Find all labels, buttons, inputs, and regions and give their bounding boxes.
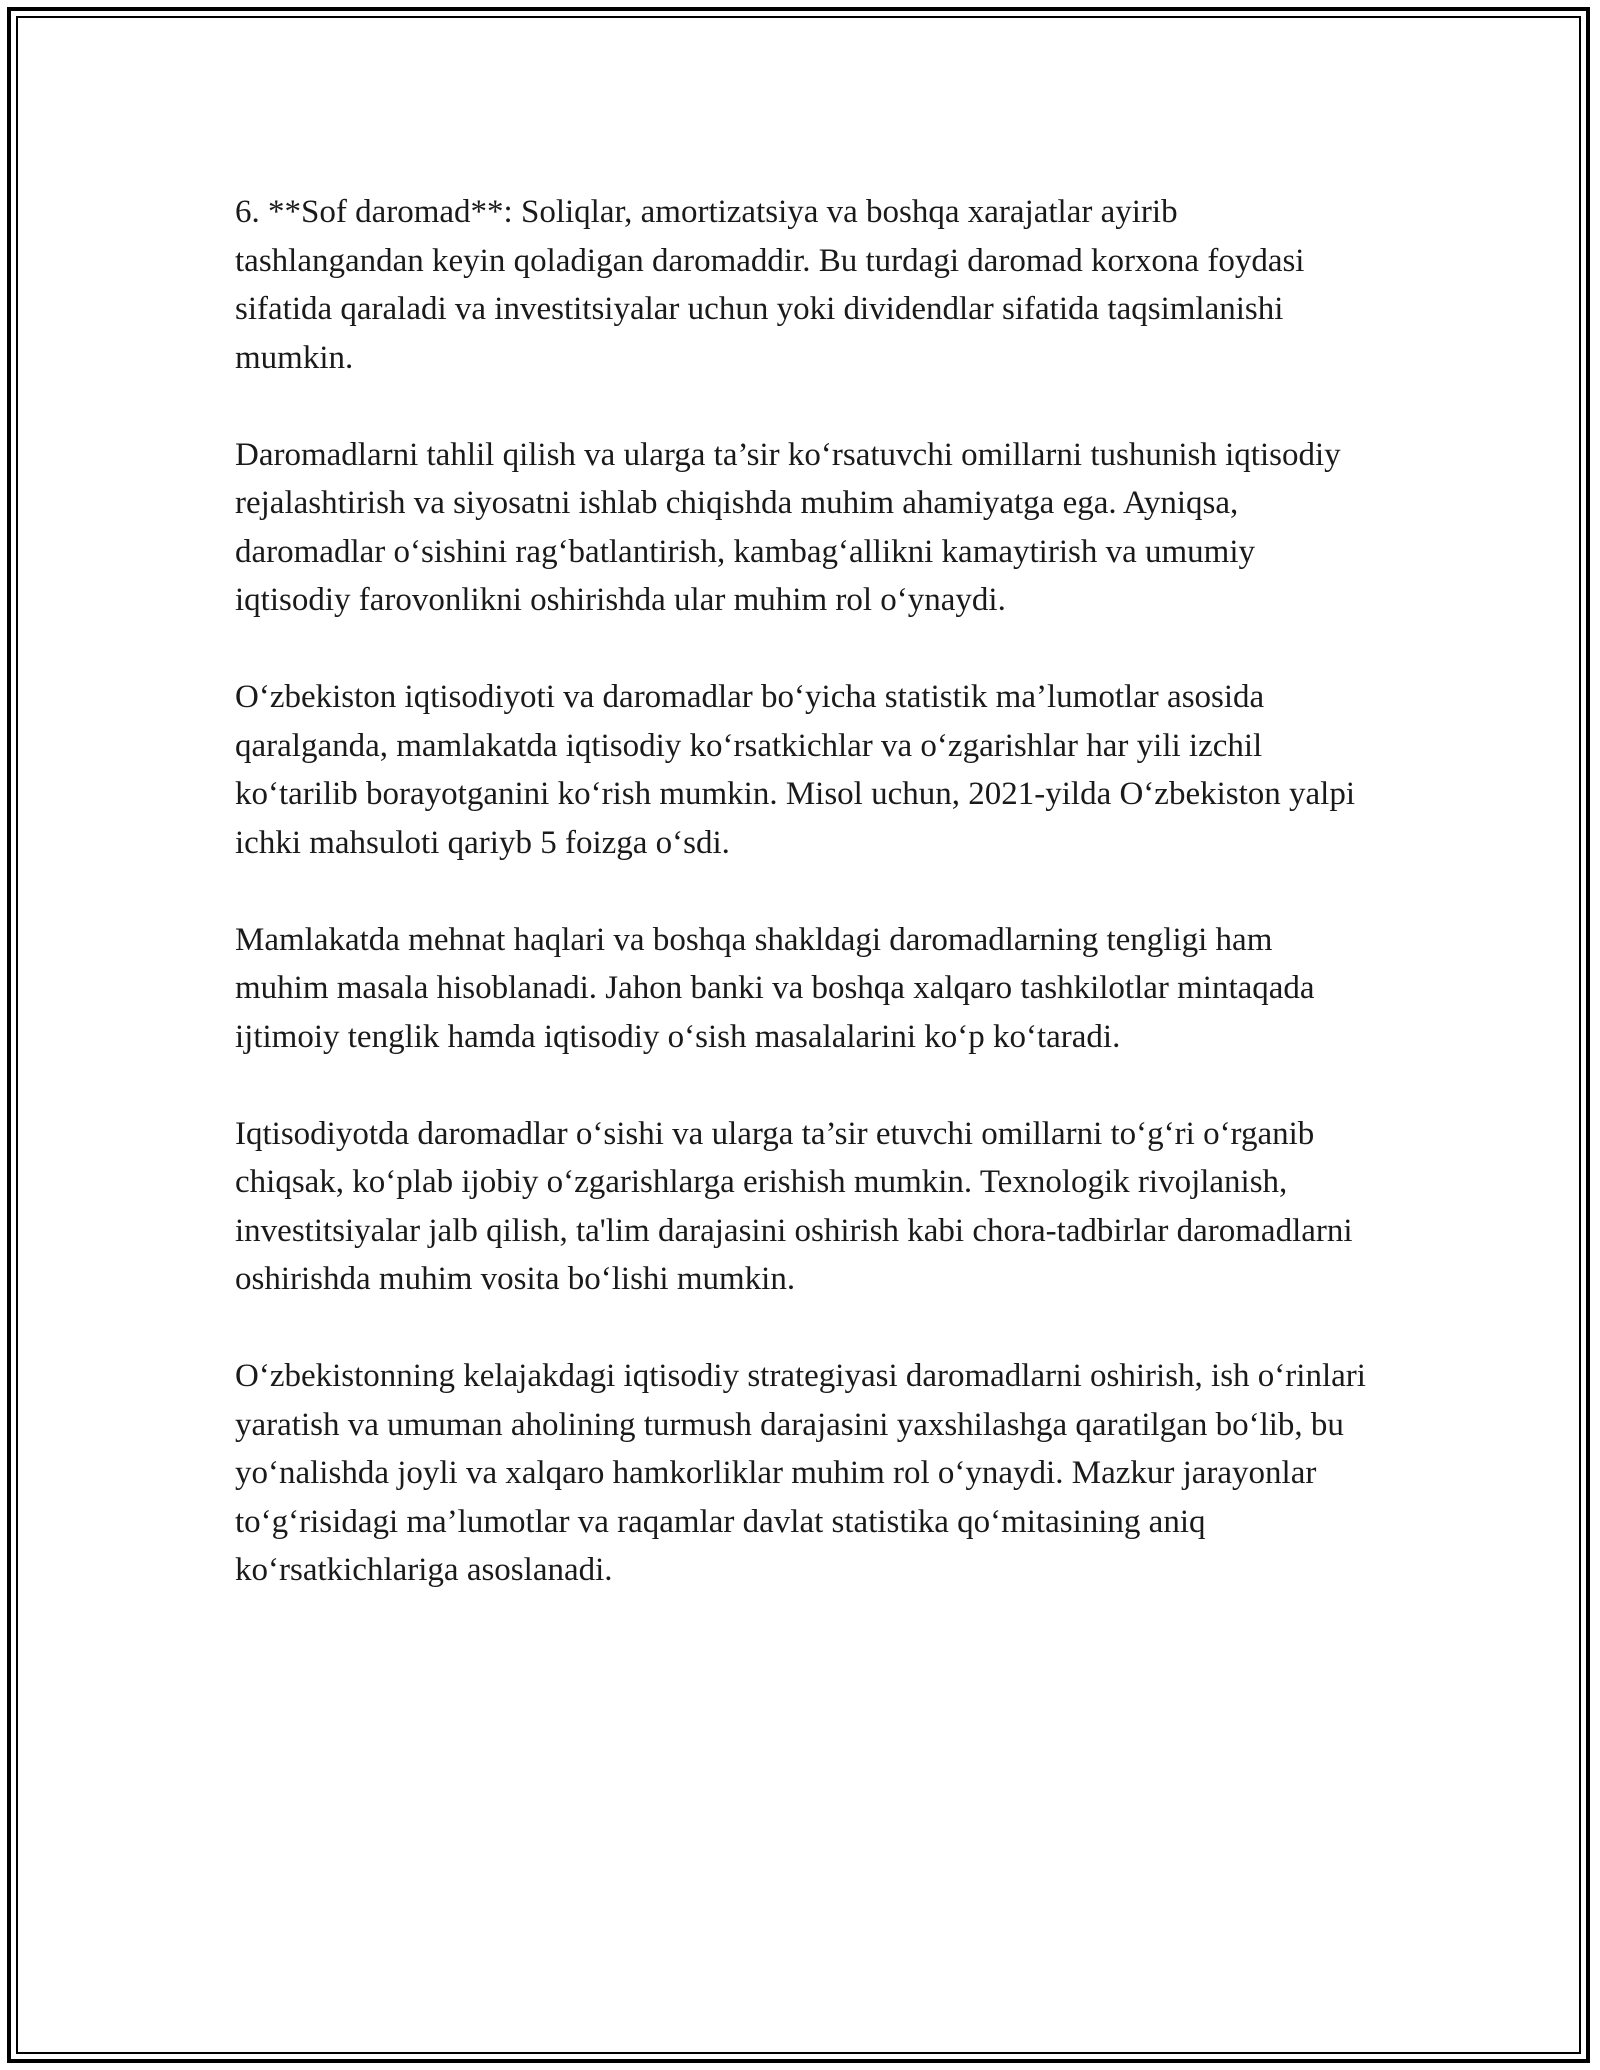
paragraph-daromad-osishi: Iqtisodiyotda daromadlar o‘sishi va ularga ta’sir etuvchi omillarni to‘g‘ri o‘rganib chiqsak, ko‘plab ijobiy o‘zgarishlarga erishish mumkin. Texnologik rivojlanish, investitsiyalar jalb qilish, ta'lim darajasini oshirish kabi chora-tadbirlar daromadlarni oshirishda muhim vosita bo‘lishi mumkin. <box>235 1115 1353 1297</box>
paragraph-mehnat-haqlari: Mamlakatda mehnat haqlari va boshqa shakldagi daromadlarning tengligi ham muhim masala hisoblanadi. Jahon banki va boshqa xalqaro tashkilotlar mintaqada ijtimoiy tenglik hamda iqtisodiy o‘sish masalalarini ko‘p ko‘taradi. <box>235 921 1315 1055</box>
paragraph-sof-daromad: 6. **Sof daromad**: Soliqlar, amortizatsiya va boshqa xarajatlar ayirib tashlangandan keyin qoladigan daromaddir. Bu turdagi daromad korxona foydasi sifatida qaraladi va investitsiyalar uchun yoki dividendlar sifatida taqsimlanishi mumkin. <box>235 194 1305 376</box>
paragraph-ozbekiston-statistika: O‘zbekiston iqtisodiyoti va daromadlar bo‘yicha statistik ma’lumotlar asosida qaralganda, mamlakatda iqtisodiy ko‘rsatkichlar va o‘zgarishlar har yili izchil ko‘tarilib borayotganini ko‘rish mumkin. Misol uchun, 2021-yilda O‘zbekiston yalpi ichki mahsuloti qariyb 5 foizga o‘sdi. <box>235 679 1356 861</box>
paragraph-kelajak-strategiyasi: O‘zbekistonning kelajakdagi iqtisodiy strategiyasi daromadlarni oshirish, ish o‘rinlari yaratish va umuman aholining turmush darajasini yaxshilashga qaratilgan bo‘lib, bu yo‘nalishda joyli va xalqaro hamkorliklar muhim rol o‘ynaydi. Mazkur jarayonlar to‘g‘risidagi ma’lumotlar va raqamlar davlat statistika qo‘mitasining aniq ko‘rsatkichlariga asoslanadi. <box>235 1358 1366 1588</box>
paragraph-daromad-tahlili: Daromadlarni tahlil qilish va ularga ta’sir ko‘rsatuvchi omillarni tushunish iqtisodiy rejalashtirish va siyosatni ishlab chiqishda muhim ahamiyatga ega. Ayniqsa, daromadlar o‘sishini rag‘batlantirish, kambag‘allikni kamaytirish va umumiy iqtisodiy farovonlikni oshirishda ular muhim rol o‘ynaydi. <box>235 436 1341 618</box>
document-body <box>235 188 1370 1643</box>
